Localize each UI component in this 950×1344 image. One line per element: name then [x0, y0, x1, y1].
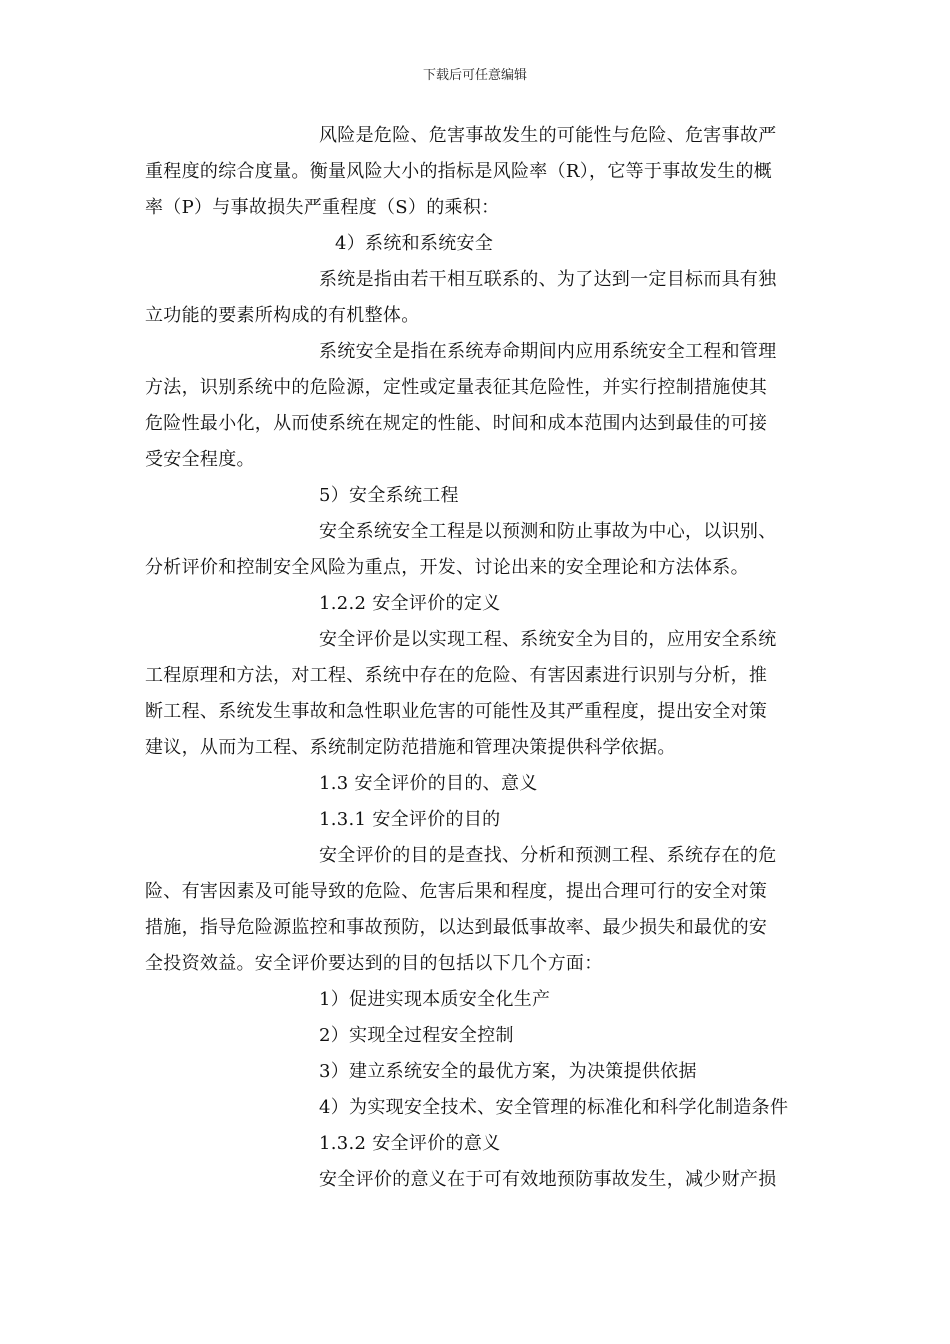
text-line: 受安全程度。: [145, 449, 255, 470]
text-line: 风险是危险、危害事故发生的可能性与危险、危害事故严: [319, 125, 777, 146]
text-line: 1）促进实现本质安全化生产: [319, 989, 551, 1010]
text-line: 分析评价和控制安全风险为重点，开发、讨论出来的安全理论和方法体系。: [145, 557, 749, 578]
text-line: 工程原理和方法，对工程、系统中存在的危险、有害因素进行识别与分析，推: [145, 665, 768, 686]
text-line: 1.2.2 安全评价的定义: [319, 593, 501, 614]
text-line: 措施，指导危险源监控和事故预防，以达到最低事故率、最少损失和最优的安: [145, 917, 768, 938]
text-line: 4）系统和系统安全: [335, 233, 494, 254]
text-line: 立功能的要素所构成的有机整体。: [145, 305, 420, 326]
text-line: 4）为实现安全技术、安全管理的标准化和科学化制造条件: [319, 1097, 789, 1118]
text-line: 1.3 安全评价的目的、意义: [319, 773, 538, 794]
text-line: 1.3.1 安全评价的目的: [319, 809, 501, 830]
text-line: 安全评价的目的是查找、分析和预测工程、系统存在的危: [319, 845, 777, 866]
text-line: 断工程、系统发生事故和急性职业危害的可能性及其严重程度，提出安全对策: [145, 701, 768, 722]
text-line: 5）安全系统工程: [319, 485, 459, 506]
text-line: 方法，识别系统中的危险源，定性或定量表征其危险性，并实行控制措施使其: [145, 377, 768, 398]
text-line: 系统是指由若干相互联系的、为了达到一定目标而具有独: [319, 269, 777, 290]
page-header: 下载后可任意编辑: [422, 68, 527, 83]
text-line: 危险性最小化，从而使系统在规定的性能、时间和成本范围内达到最佳的可接: [145, 413, 768, 434]
text-line: 建议，从而为工程、系统制定防范措施和管理决策提供科学依据。: [145, 737, 676, 758]
text-line: 率（P）与事故损失严重程度（S）的乘积：: [145, 197, 500, 218]
text-line: 安全评价是以实现工程、系统安全为目的，应用安全系统: [319, 629, 777, 650]
text-line: 险、有害因素及可能导致的危险、危害后果和程度，提出合理可行的安全对策: [145, 881, 768, 902]
text-line: 全投资效益。安全评价要达到的目的包括以下几个方面：: [145, 953, 603, 974]
text-line: 3）建立系统安全的最优方案，为决策提供依据: [319, 1061, 697, 1082]
text-line: 安全评价的意义在于可有效地预防事故发生，减少财产损: [319, 1169, 777, 1190]
document-body: [145, 118, 810, 1198]
text-line: 1.3.2 安全评价的意义: [319, 1133, 501, 1154]
text-line: 安全系统安全工程是以预测和防止事故为中心，以识别、: [319, 521, 777, 542]
text-line: 重程度的综合度量。衡量风险大小的指标是风险率（R），它等于事故发生的概: [145, 161, 773, 182]
text-line: 系统安全是指在系统寿命期间内应用系统安全工程和管理: [319, 341, 777, 362]
text-line: 2）实现全过程安全控制: [319, 1025, 514, 1046]
